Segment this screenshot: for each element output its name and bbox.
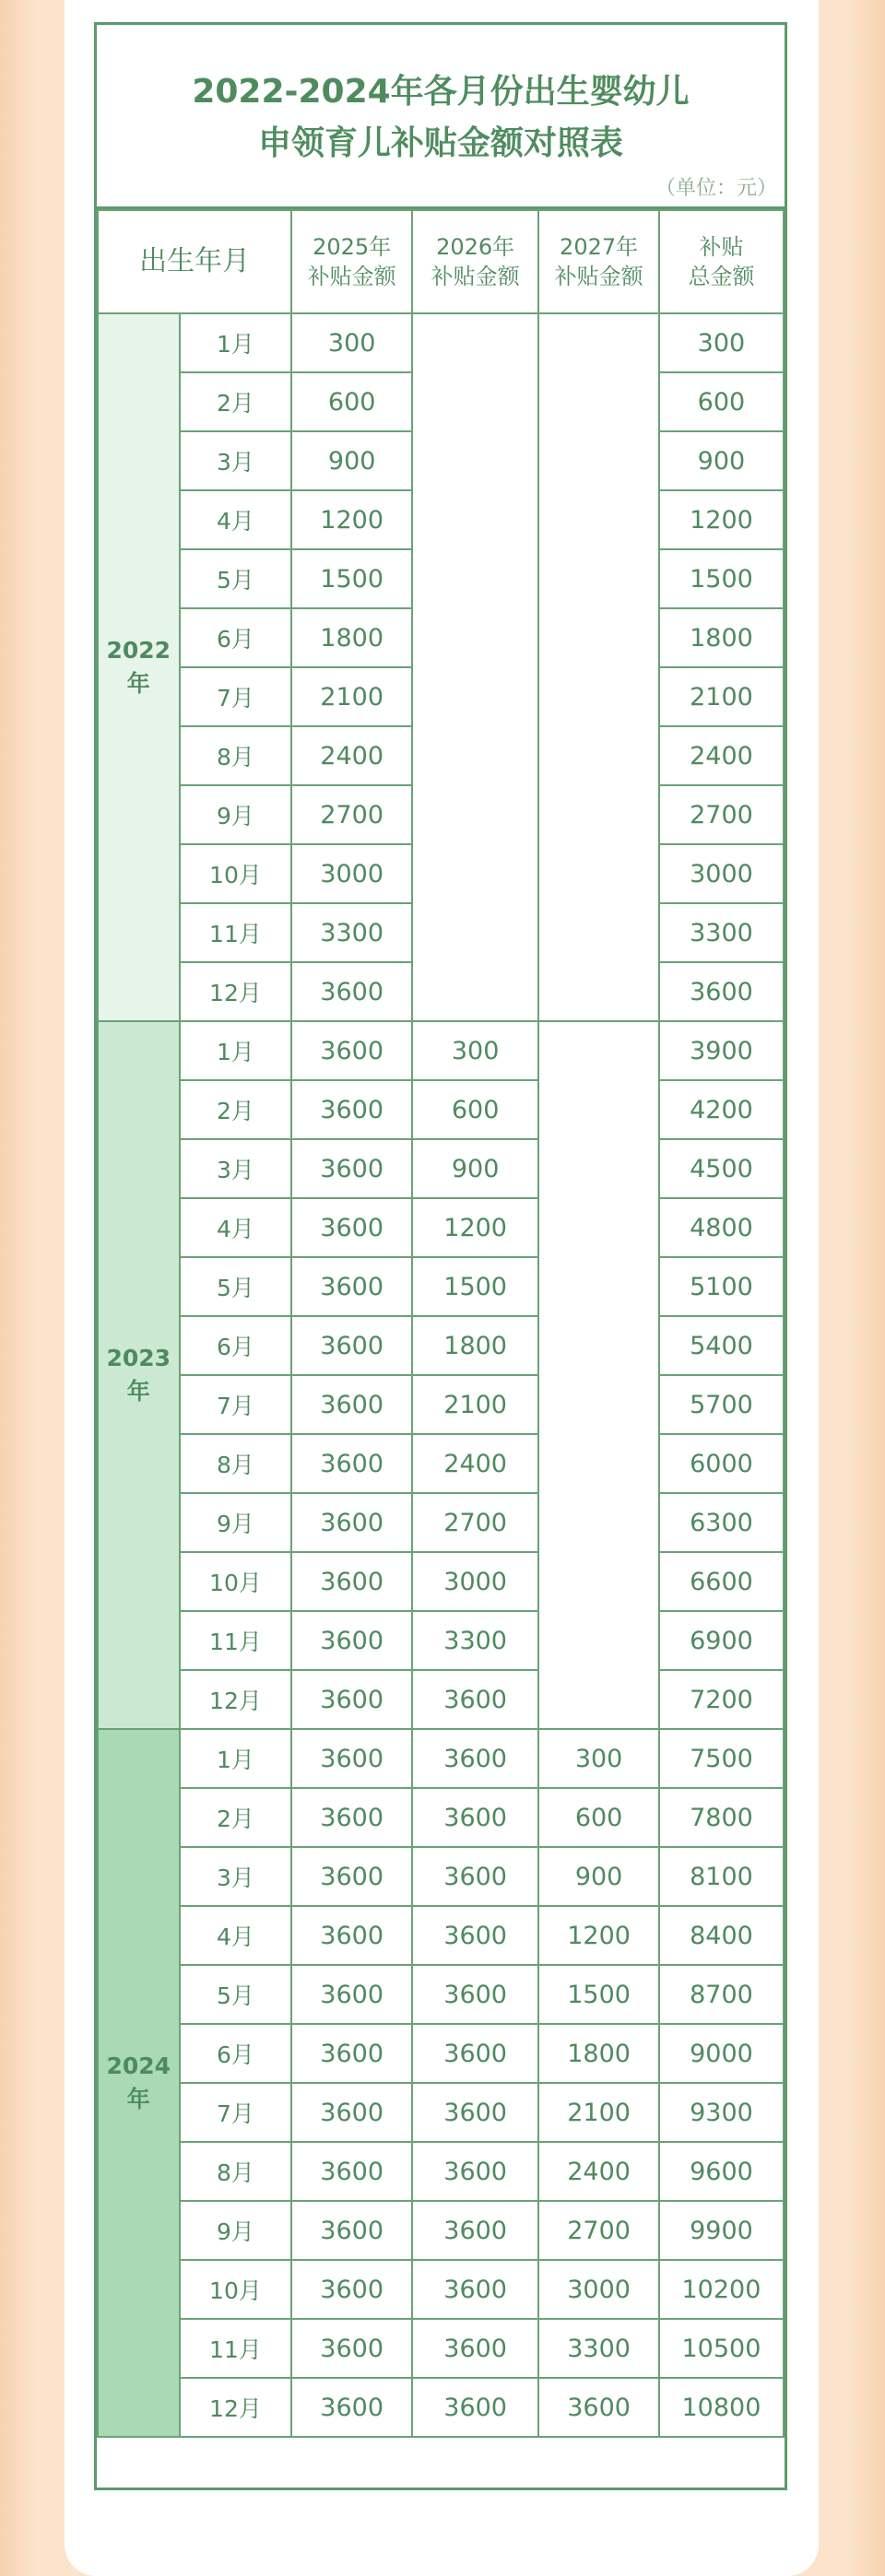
month-cell: 6月 xyxy=(180,608,292,667)
total-amount-cell: 4500 xyxy=(659,1139,784,1198)
header-total xyxy=(659,210,784,313)
total-amount-cell: 9000 xyxy=(659,2024,784,2083)
table-row xyxy=(98,1729,784,1788)
amount-2025-cell: 1500 xyxy=(291,549,412,608)
amount-2026-cell: 3600 xyxy=(412,1788,538,1847)
month-cell: 11月 xyxy=(180,1611,292,1670)
table-body xyxy=(98,313,784,2437)
amount-2027-cell: 1200 xyxy=(538,1906,659,1965)
total-amount-cell: 3900 xyxy=(659,1021,784,1080)
amount-2025-cell: 3600 xyxy=(291,2083,412,2142)
year-suffix: 年 xyxy=(126,2086,150,2112)
amount-2025-cell: 3600 xyxy=(291,1493,412,1552)
month-cell: 12月 xyxy=(180,1670,292,1729)
month-cell: 3月 xyxy=(180,1847,292,1906)
amount-2027-cell: 2700 xyxy=(538,2201,659,2260)
year-suffix: 年 xyxy=(126,670,150,697)
total-amount-cell: 600 xyxy=(659,372,784,431)
amount-2025-cell: 2700 xyxy=(291,785,412,844)
amount-2025-cell: 3600 xyxy=(291,2142,412,2201)
amount-2026-cell: 300 xyxy=(412,1021,538,1080)
total-amount-cell: 10200 xyxy=(659,2260,784,2319)
total-amount-cell: 2100 xyxy=(659,667,784,726)
amount-2027-cell: 3000 xyxy=(538,2260,659,2319)
total-amount-cell: 3000 xyxy=(659,844,784,903)
header-2026-year: 2026年 xyxy=(436,234,515,260)
month-cell: 7月 xyxy=(180,2083,292,2142)
total-amount-cell: 7800 xyxy=(659,1788,784,1847)
table-row xyxy=(98,1139,784,1198)
header-2025-label: 补贴金额 xyxy=(307,264,396,289)
unit-note: （单位：元） xyxy=(655,177,777,200)
amount-2026-cell: 3600 xyxy=(412,1906,538,1965)
total-amount-cell: 2400 xyxy=(659,726,784,785)
subsidy-document xyxy=(94,22,787,2490)
month-cell: 11月 xyxy=(180,2319,292,2378)
month-cell: 2月 xyxy=(180,1788,292,1847)
header-2027-label: 补贴金额 xyxy=(554,264,643,289)
amount-2025-cell: 3600 xyxy=(291,2378,412,2437)
total-amount-cell: 4800 xyxy=(659,1198,784,1257)
total-amount-cell: 4200 xyxy=(659,1080,784,1139)
year-number: 2023 xyxy=(106,1345,171,1371)
amount-2027-cell: 600 xyxy=(538,1788,659,1847)
amount-2026-cell: 3600 xyxy=(412,1670,538,1729)
total-amount-cell: 7200 xyxy=(659,1670,784,1729)
month-cell: 9月 xyxy=(180,1493,292,1552)
amount-2025-cell: 3000 xyxy=(291,844,412,903)
month-cell: 3月 xyxy=(180,1139,292,1198)
month-cell: 1月 xyxy=(180,1021,292,1080)
amount-2027-cell: 900 xyxy=(538,1847,659,1906)
amount-2025-cell: 3600 xyxy=(291,1198,412,1257)
amount-2026-cell: 3600 xyxy=(412,2024,538,2083)
amount-2025-cell: 3600 xyxy=(291,1316,412,1375)
amount-2026-cell: 2400 xyxy=(412,1434,538,1493)
amount-2025-cell: 3600 xyxy=(291,1021,412,1080)
amount-2027-empty xyxy=(538,313,659,1021)
table-row xyxy=(98,2378,784,2437)
table-row xyxy=(98,2083,784,2142)
total-amount-cell: 8400 xyxy=(659,1906,784,1965)
amount-2026-cell: 2700 xyxy=(412,1493,538,1552)
amount-2025-cell: 3600 xyxy=(291,962,412,1021)
month-cell: 8月 xyxy=(180,1434,292,1493)
total-amount-cell: 6600 xyxy=(659,1552,784,1611)
amount-2027-cell: 2400 xyxy=(538,2142,659,2201)
subsidy-table xyxy=(97,209,785,2438)
table-row xyxy=(98,2319,784,2378)
table-row xyxy=(98,1434,784,1493)
amount-2027-cell: 2100 xyxy=(538,2083,659,2142)
amount-2025-cell: 3600 xyxy=(291,1670,412,1729)
table-row xyxy=(98,1316,784,1375)
amount-2026-cell: 600 xyxy=(412,1080,538,1139)
amount-2025-cell: 300 xyxy=(291,313,412,372)
month-cell: 9月 xyxy=(180,785,292,844)
table-row xyxy=(98,1552,784,1611)
amount-2026-cell: 2100 xyxy=(412,1375,538,1434)
year-number: 2024 xyxy=(106,2053,171,2079)
total-amount-cell: 8700 xyxy=(659,1965,784,2024)
table-row xyxy=(98,1375,784,1434)
amount-2025-cell: 3600 xyxy=(291,1139,412,1198)
month-cell: 5月 xyxy=(180,1965,292,2024)
table-row xyxy=(98,1021,784,1080)
month-cell: 6月 xyxy=(180,1316,292,1375)
year-suffix: 年 xyxy=(126,1378,150,1405)
amount-2025-cell: 3600 xyxy=(291,1080,412,1139)
year-label-cell xyxy=(98,1021,180,1729)
table-row xyxy=(98,1670,784,1729)
table-row xyxy=(98,313,784,372)
month-cell: 4月 xyxy=(180,1198,292,1257)
amount-2025-cell: 3600 xyxy=(291,1375,412,1434)
amount-2027-empty xyxy=(538,1021,659,1729)
amount-2026-cell: 3600 xyxy=(412,1847,538,1906)
month-cell: 11月 xyxy=(180,903,292,962)
month-cell: 12月 xyxy=(180,962,292,1021)
table-row xyxy=(98,2024,784,2083)
amount-2025-cell: 1200 xyxy=(291,490,412,549)
table-row xyxy=(98,1493,784,1552)
month-cell: 5月 xyxy=(180,1257,292,1316)
total-amount-cell: 9300 xyxy=(659,2083,784,2142)
amount-2027-cell: 1800 xyxy=(538,2024,659,2083)
total-amount-cell: 900 xyxy=(659,431,784,490)
month-cell: 2月 xyxy=(180,1080,292,1139)
total-amount-cell: 6300 xyxy=(659,1493,784,1552)
header-2027-year: 2027年 xyxy=(560,234,639,260)
amount-2025-cell: 600 xyxy=(291,372,412,431)
amount-2025-cell: 900 xyxy=(291,431,412,490)
table-row xyxy=(98,1965,784,2024)
amount-2026-cell: 3600 xyxy=(412,1965,538,2024)
amount-2026-cell: 3600 xyxy=(412,2319,538,2378)
month-cell: 10月 xyxy=(180,844,292,903)
month-cell: 7月 xyxy=(180,667,292,726)
month-cell: 9月 xyxy=(180,2201,292,2260)
total-amount-cell: 5700 xyxy=(659,1375,784,1434)
table-row xyxy=(98,2260,784,2319)
amount-2025-cell: 3600 xyxy=(291,1906,412,1965)
month-cell: 5月 xyxy=(180,549,292,608)
amount-2026-cell: 3600 xyxy=(412,1729,538,1788)
year-label-cell xyxy=(98,313,180,1021)
table-row xyxy=(98,1611,784,1670)
header-total-line2: 总金额 xyxy=(688,264,755,289)
amount-2026-cell: 3600 xyxy=(412,2260,538,2319)
total-amount-cell: 10500 xyxy=(659,2319,784,2378)
amount-2026-cell: 3600 xyxy=(412,2378,538,2437)
amount-2025-cell: 3600 xyxy=(291,1965,412,2024)
amount-2025-cell: 3600 xyxy=(291,1847,412,1906)
amount-2025-cell: 3600 xyxy=(291,2319,412,2378)
amount-2025-cell: 3600 xyxy=(291,2201,412,2260)
total-amount-cell: 5100 xyxy=(659,1257,784,1316)
amount-2026-cell: 1800 xyxy=(412,1316,538,1375)
table-row xyxy=(98,1198,784,1257)
page-title: 2022-2024年各月份出生婴幼儿 xyxy=(192,73,690,111)
amount-2025-cell: 3600 xyxy=(291,1611,412,1670)
amount-2026-cell: 3600 xyxy=(412,2142,538,2201)
amount-2025-cell: 3600 xyxy=(291,1257,412,1316)
table-row xyxy=(98,1257,784,1316)
amount-2026-cell: 1500 xyxy=(412,1257,538,1316)
month-cell: 10月 xyxy=(180,1552,292,1611)
header-row xyxy=(98,210,784,313)
table-row xyxy=(98,1080,784,1139)
total-amount-cell: 6900 xyxy=(659,1611,784,1670)
total-amount-cell: 3600 xyxy=(659,962,784,1021)
amount-2025-cell: 3600 xyxy=(291,1434,412,1493)
total-amount-cell: 8100 xyxy=(659,1847,784,1906)
header-2025 xyxy=(291,210,412,313)
month-cell: 10月 xyxy=(180,2260,292,2319)
year-label-cell xyxy=(98,1729,180,2437)
amount-2026-cell: 3000 xyxy=(412,1552,538,1611)
table-row xyxy=(98,1788,784,1847)
month-cell: 8月 xyxy=(180,2142,292,2201)
amount-2026-cell: 1200 xyxy=(412,1198,538,1257)
amount-2026-cell: 3300 xyxy=(412,1611,538,1670)
amount-2025-cell: 2400 xyxy=(291,726,412,785)
total-amount-cell: 1500 xyxy=(659,549,784,608)
table-row xyxy=(98,2201,784,2260)
total-amount-cell: 9900 xyxy=(659,2201,784,2260)
total-amount-cell: 300 xyxy=(659,313,784,372)
total-amount-cell: 1200 xyxy=(659,490,784,549)
amount-2025-cell: 3600 xyxy=(291,1729,412,1788)
total-amount-cell: 9600 xyxy=(659,2142,784,2201)
total-amount-cell: 7500 xyxy=(659,1729,784,1788)
month-cell: 3月 xyxy=(180,431,292,490)
amount-2026-cell: 3600 xyxy=(412,2083,538,2142)
amount-2027-cell: 3600 xyxy=(538,2378,659,2437)
amount-2025-cell: 3600 xyxy=(291,1788,412,1847)
amount-2025-cell: 3600 xyxy=(291,2260,412,2319)
month-cell: 7月 xyxy=(180,1375,292,1434)
table-row xyxy=(98,2142,784,2201)
amount-2025-cell: 1800 xyxy=(291,608,412,667)
amount-2027-cell: 1500 xyxy=(538,1965,659,2024)
month-cell: 8月 xyxy=(180,726,292,785)
month-cell: 1月 xyxy=(180,1729,292,1788)
header-2027 xyxy=(538,210,659,313)
month-cell: 4月 xyxy=(180,1906,292,1965)
header-birth-month: 出生年月 xyxy=(98,210,291,313)
total-amount-cell: 1800 xyxy=(659,608,784,667)
header-total-line1: 补贴 xyxy=(699,234,744,260)
total-amount-cell: 3300 xyxy=(659,903,784,962)
table-row xyxy=(98,1906,784,1965)
page-subtitle: 申领育儿补贴金额对照表 xyxy=(257,124,623,162)
total-amount-cell: 6000 xyxy=(659,1434,784,1493)
month-cell: 6月 xyxy=(180,2024,292,2083)
year-number: 2022 xyxy=(106,637,171,664)
amount-2025-cell: 3600 xyxy=(291,2024,412,2083)
amount-2025-cell: 3300 xyxy=(291,903,412,962)
title-area xyxy=(97,25,785,209)
header-2025-year: 2025年 xyxy=(313,234,392,260)
month-cell: 1月 xyxy=(180,313,292,372)
amount-2027-cell: 3300 xyxy=(538,2319,659,2378)
table-row xyxy=(98,1847,784,1906)
total-amount-cell: 5400 xyxy=(659,1316,784,1375)
header-2026-label: 补贴金额 xyxy=(431,264,520,289)
month-cell: 2月 xyxy=(180,372,292,431)
header-2026 xyxy=(412,210,538,313)
month-cell: 12月 xyxy=(180,2378,292,2437)
amount-2027-cell: 300 xyxy=(538,1729,659,1788)
amount-2026-empty xyxy=(412,313,538,1021)
amount-2026-cell: 3600 xyxy=(412,2201,538,2260)
amount-2025-cell: 3600 xyxy=(291,1552,412,1611)
amount-2026-cell: 900 xyxy=(412,1139,538,1198)
month-cell: 4月 xyxy=(180,490,292,549)
total-amount-cell: 2700 xyxy=(659,785,784,844)
total-amount-cell: 10800 xyxy=(659,2378,784,2437)
amount-2025-cell: 2100 xyxy=(291,667,412,726)
